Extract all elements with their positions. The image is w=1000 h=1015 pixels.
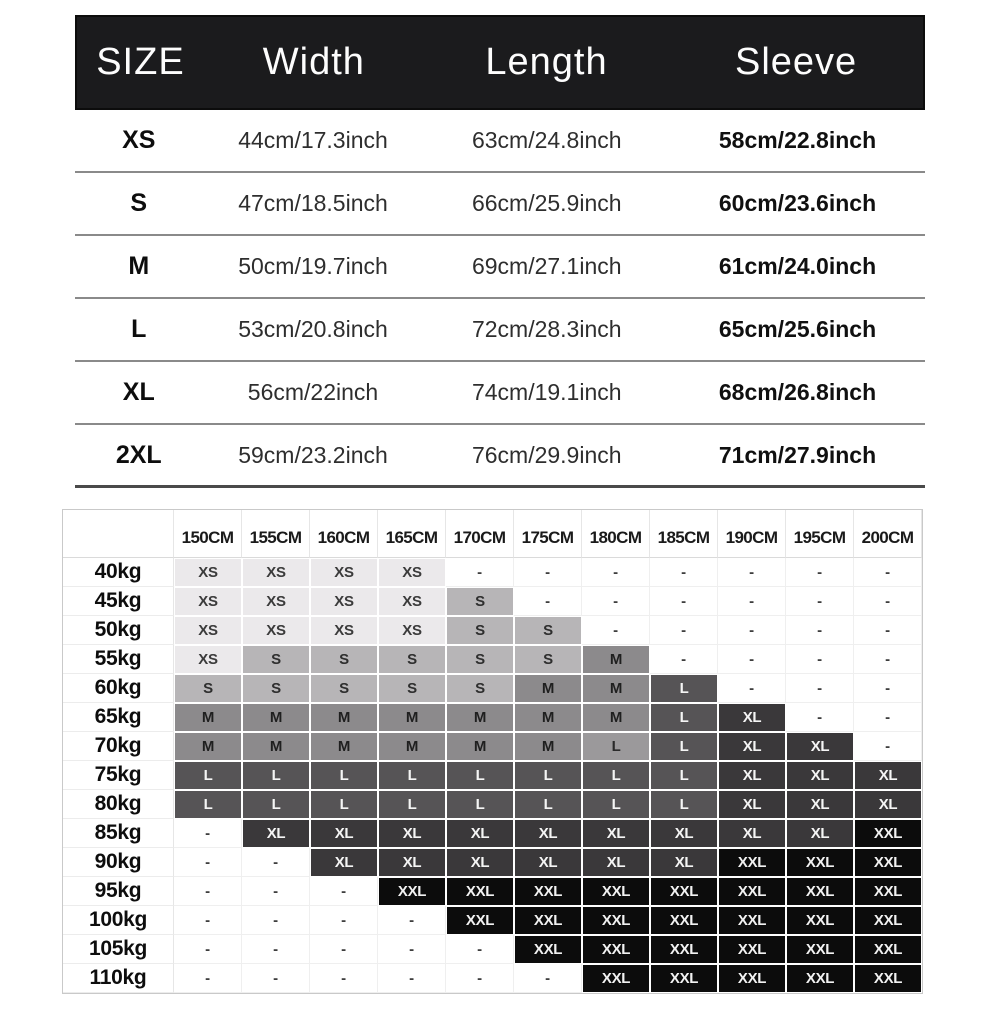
fit-table-corner-cell — [63, 510, 174, 558]
fit-cell-size: M — [310, 703, 378, 732]
fit-cell-size: XL — [582, 819, 650, 848]
fit-cell-empty: - — [378, 964, 446, 993]
height-header-200cm: 200CM — [854, 510, 922, 558]
fit-cell-size: XXL — [854, 906, 922, 935]
fit-cell-size: L — [174, 790, 242, 819]
fit-cell-size: XXL — [718, 906, 786, 935]
fit-cell-size: XXL — [650, 906, 718, 935]
fit-cell-size: XL — [446, 819, 514, 848]
fit-cell-size: XL — [718, 732, 786, 761]
fit-cell-empty: - — [174, 906, 242, 935]
fit-cell-size: XXL — [854, 935, 922, 964]
fit-cell-empty: - — [514, 587, 582, 616]
fit-cell-size: XXL — [582, 964, 650, 993]
sleeve-value: 60cm/23.6inch — [718, 190, 877, 216]
fit-cell-size: M — [446, 732, 514, 761]
height-weight-fit-table — [62, 509, 923, 994]
fit-cell-size: S — [378, 674, 446, 703]
fit-cell-empty: - — [854, 587, 922, 616]
fit-cell-size: XXL — [854, 964, 922, 993]
height-header-170cm: 170CM — [446, 510, 514, 558]
fit-cell-empty: - — [718, 616, 786, 645]
fit-cell-empty: - — [242, 877, 310, 906]
fit-cell-size: XS — [310, 616, 378, 645]
fit-cell-size: L — [650, 732, 718, 761]
fit-cell-size: XL — [650, 848, 718, 877]
fit-cell-size: XXL — [446, 877, 514, 906]
fit-cell-size: XL — [242, 819, 310, 848]
fit-cell-size: L — [582, 761, 650, 790]
height-header-160cm: 160CM — [310, 510, 378, 558]
sleeve-value: 68cm/26.8inch — [718, 379, 877, 405]
fit-cell-size: M — [174, 703, 242, 732]
height-header-155cm: 155CM — [242, 510, 310, 558]
height-header-175cm: 175CM — [514, 510, 582, 558]
width-value: 44cm/17.3inch — [238, 127, 388, 153]
fit-cell-size: XL — [854, 761, 922, 790]
column-header-length: Length — [485, 41, 608, 83]
sleeve-value: 58cm/22.8inch — [718, 127, 877, 153]
weight-label-50kg: 50kg — [63, 616, 174, 645]
fit-cell-empty: - — [786, 587, 854, 616]
fit-cell-empty: - — [514, 558, 582, 587]
fit-cell-size: XS — [378, 558, 446, 587]
fit-cell-empty: - — [650, 616, 718, 645]
size-label: XL — [122, 378, 155, 406]
fit-cell-empty: - — [650, 558, 718, 587]
width-value: 50cm/19.7inch — [238, 253, 388, 279]
size-label: XS — [122, 126, 156, 154]
fit-cell-empty: - — [446, 964, 514, 993]
weight-label-110kg: 110kg — [63, 964, 174, 993]
fit-cell-size: M — [310, 732, 378, 761]
fit-cell-size: L — [514, 790, 582, 819]
weight-label-95kg: 95kg — [63, 877, 174, 906]
fit-cell-size: M — [242, 703, 310, 732]
fit-cell-size: M — [242, 732, 310, 761]
fit-cell-empty: - — [718, 645, 786, 674]
fit-cell-size: XL — [786, 761, 854, 790]
height-header-195cm: 195CM — [786, 510, 854, 558]
sleeve-value: 71cm/27.9inch — [718, 441, 877, 468]
fit-cell-empty: - — [650, 645, 718, 674]
fit-cell-size: M — [514, 674, 582, 703]
size-label: 2XL — [115, 440, 162, 469]
fit-cell-empty: - — [854, 732, 922, 761]
fit-cell-size: XXL — [786, 906, 854, 935]
fit-cell-size: XS — [310, 558, 378, 587]
fit-cell-empty: - — [378, 906, 446, 935]
size-label: M — [128, 252, 150, 280]
fit-cell-size: M — [514, 732, 582, 761]
fit-cell-empty: - — [378, 935, 446, 964]
fit-cell-size: L — [242, 790, 310, 819]
fit-cell-size: XL — [378, 848, 446, 877]
fit-cell-empty: - — [310, 964, 378, 993]
fit-cell-size: S — [310, 674, 378, 703]
height-header-180cm: 180CM — [582, 510, 650, 558]
fit-cell-size: XXL — [854, 819, 922, 848]
fit-cell-empty: - — [650, 587, 718, 616]
fit-cell-size: S — [174, 674, 242, 703]
fit-cell-size: XS — [174, 558, 242, 587]
height-header-190cm: 190CM — [718, 510, 786, 558]
weight-label-65kg: 65kg — [63, 703, 174, 732]
fit-cell-size: M — [514, 703, 582, 732]
fit-cell-size: XS — [310, 587, 378, 616]
fit-cell-size: S — [514, 645, 582, 674]
fit-cell-size: XL — [854, 790, 922, 819]
size-table-header-banner — [75, 15, 925, 110]
weight-label-40kg: 40kg — [63, 558, 174, 587]
fit-cell-size: XXL — [718, 964, 786, 993]
size-measurement-table — [75, 15, 925, 488]
fit-cell-size: S — [242, 645, 310, 674]
fit-cell-size: S — [446, 616, 514, 645]
size-label: L — [131, 315, 147, 343]
length-value: 74cm/19.1inch — [471, 379, 622, 405]
fit-cell-size: XL — [514, 848, 582, 877]
fit-cell-size: S — [446, 645, 514, 674]
fit-cell-empty: - — [718, 558, 786, 587]
fit-cell-size: L — [582, 732, 650, 761]
fit-cell-size: XXL — [582, 906, 650, 935]
fit-cell-empty: - — [582, 558, 650, 587]
fit-cell-size: L — [242, 761, 310, 790]
fit-cell-size: XL — [310, 848, 378, 877]
size-row-s — [75, 173, 925, 236]
weight-label-85kg: 85kg — [63, 819, 174, 848]
fit-cell-size: XS — [378, 587, 446, 616]
fit-cell-empty: - — [446, 558, 514, 587]
fit-cell-size: XXL — [786, 848, 854, 877]
fit-cell-size: M — [582, 703, 650, 732]
fit-cell-size: S — [514, 616, 582, 645]
size-row-2xl — [75, 425, 925, 488]
fit-cell-empty: - — [310, 906, 378, 935]
fit-cell-size: L — [650, 790, 718, 819]
width-value: 59cm/23.2inch — [238, 441, 388, 468]
fit-cell-size: L — [514, 761, 582, 790]
fit-cell-size: XL — [718, 703, 786, 732]
fit-cell-size: XL — [446, 848, 514, 877]
fit-cell-empty: - — [854, 703, 922, 732]
fit-cell-empty: - — [446, 935, 514, 964]
fit-cell-size: XL — [786, 790, 854, 819]
sleeve-value: 65cm/25.6inch — [718, 316, 877, 342]
fit-cell-size: XXL — [854, 848, 922, 877]
width-value: 53cm/20.8inch — [238, 316, 388, 342]
fit-cell-size: L — [310, 790, 378, 819]
fit-cell-size: XXL — [582, 877, 650, 906]
fit-cell-empty: - — [786, 703, 854, 732]
fit-cell-size: S — [310, 645, 378, 674]
size-row-m — [75, 236, 925, 299]
sleeve-value: 61cm/24.0inch — [718, 253, 877, 279]
fit-cell-size: XXL — [650, 877, 718, 906]
size-row-l — [75, 299, 925, 362]
fit-cell-size: S — [378, 645, 446, 674]
fit-cell-size: L — [446, 790, 514, 819]
fit-cell-empty: - — [786, 645, 854, 674]
fit-cell-size: L — [378, 790, 446, 819]
column-header-sleeve: Sleeve — [734, 41, 858, 83]
fit-cell-size: XXL — [378, 877, 446, 906]
fit-cell-empty: - — [310, 877, 378, 906]
fit-cell-empty: - — [786, 558, 854, 587]
fit-cell-size: M — [174, 732, 242, 761]
fit-cell-size: S — [446, 674, 514, 703]
column-header-size: SIZE — [96, 41, 185, 83]
height-header-165cm: 165CM — [378, 510, 446, 558]
fit-cell-size: XS — [242, 587, 310, 616]
fit-cell-size: XL — [582, 848, 650, 877]
fit-cell-size: L — [310, 761, 378, 790]
fit-cell-size: XS — [174, 587, 242, 616]
fit-cell-size: XL — [310, 819, 378, 848]
fit-cell-empty: - — [718, 674, 786, 703]
fit-cell-empty: - — [854, 558, 922, 587]
fit-cell-size: XL — [650, 819, 718, 848]
fit-cell-size: XXL — [718, 935, 786, 964]
fit-cell-empty: - — [174, 935, 242, 964]
fit-cell-size: L — [174, 761, 242, 790]
fit-cell-size: XXL — [786, 935, 854, 964]
fit-cell-empty: - — [854, 616, 922, 645]
size-row-xs — [75, 110, 925, 173]
fit-cell-size: L — [582, 790, 650, 819]
fit-cell-size: XL — [514, 819, 582, 848]
fit-cell-empty: - — [242, 964, 310, 993]
length-value: 72cm/28.3inch — [471, 316, 622, 342]
length-value: 69cm/27.1inch — [471, 253, 622, 279]
fit-cell-empty: - — [854, 674, 922, 703]
weight-label-100kg: 100kg — [63, 906, 174, 935]
fit-cell-size: XL — [718, 790, 786, 819]
fit-cell-size: XXL — [718, 848, 786, 877]
column-header-width: Width — [262, 41, 365, 83]
fit-cell-size: S — [242, 674, 310, 703]
fit-cell-size: XS — [242, 616, 310, 645]
fit-cell-size: XXL — [650, 935, 718, 964]
fit-cell-size: XS — [174, 616, 242, 645]
fit-cell-empty: - — [242, 935, 310, 964]
fit-cell-size: XS — [242, 558, 310, 587]
weight-label-70kg: 70kg — [63, 732, 174, 761]
height-header-185cm: 185CM — [650, 510, 718, 558]
fit-cell-size: L — [650, 761, 718, 790]
size-row-xl — [75, 362, 925, 425]
fit-cell-size: L — [650, 674, 718, 703]
size-table-rows — [75, 110, 925, 488]
fit-cell-empty: - — [582, 587, 650, 616]
fit-cell-size: L — [650, 703, 718, 732]
fit-cell-size: M — [378, 703, 446, 732]
fit-cell-size: XL — [718, 761, 786, 790]
fit-cell-size: M — [378, 732, 446, 761]
length-value: 63cm/24.8inch — [471, 127, 622, 153]
height-header-150cm: 150CM — [174, 510, 242, 558]
fit-cell-empty: - — [514, 964, 582, 993]
fit-cell-size: XXL — [514, 877, 582, 906]
length-value: 66cm/25.9inch — [471, 190, 622, 216]
fit-cell-empty: - — [582, 616, 650, 645]
fit-cell-size: XXL — [446, 906, 514, 935]
weight-label-90kg: 90kg — [63, 848, 174, 877]
fit-cell-size: XXL — [786, 877, 854, 906]
fit-cell-size: XXL — [582, 935, 650, 964]
size-label: S — [130, 189, 148, 217]
weight-label-45kg: 45kg — [63, 587, 174, 616]
fit-cell-size: M — [446, 703, 514, 732]
fit-cell-empty: - — [718, 587, 786, 616]
weight-label-105kg: 105kg — [63, 935, 174, 964]
fit-cell-size: XL — [718, 819, 786, 848]
fit-cell-size: XXL — [514, 906, 582, 935]
weight-label-60kg: 60kg — [63, 674, 174, 703]
fit-cell-empty: - — [174, 964, 242, 993]
fit-cell-size: XS — [378, 616, 446, 645]
fit-cell-size: XL — [786, 732, 854, 761]
width-value: 56cm/22inch — [247, 379, 379, 405]
fit-cell-size: XXL — [786, 964, 854, 993]
length-value: 76cm/29.9inch — [471, 441, 622, 468]
weight-label-80kg: 80kg — [63, 790, 174, 819]
fit-cell-size: XXL — [650, 964, 718, 993]
fit-cell-size: XXL — [514, 935, 582, 964]
fit-cell-size: XL — [378, 819, 446, 848]
fit-cell-size: XS — [174, 645, 242, 674]
weight-label-75kg: 75kg — [63, 761, 174, 790]
fit-cell-size: M — [582, 674, 650, 703]
fit-cell-size: XL — [786, 819, 854, 848]
fit-cell-empty: - — [310, 935, 378, 964]
fit-cell-empty: - — [242, 906, 310, 935]
weight-label-55kg: 55kg — [63, 645, 174, 674]
fit-cell-size: S — [446, 587, 514, 616]
fit-cell-empty: - — [174, 877, 242, 906]
fit-cell-empty: - — [786, 616, 854, 645]
fit-cell-empty: - — [242, 848, 310, 877]
width-value: 47cm/18.5inch — [238, 190, 388, 216]
fit-cell-empty: - — [786, 674, 854, 703]
fit-cell-size: M — [582, 645, 650, 674]
fit-cell-empty: - — [854, 645, 922, 674]
fit-cell-size: L — [446, 761, 514, 790]
fit-cell-empty: - — [174, 848, 242, 877]
fit-cell-size: L — [378, 761, 446, 790]
fit-cell-empty: - — [174, 819, 242, 848]
fit-cell-size: XXL — [718, 877, 786, 906]
fit-cell-size: XXL — [854, 877, 922, 906]
